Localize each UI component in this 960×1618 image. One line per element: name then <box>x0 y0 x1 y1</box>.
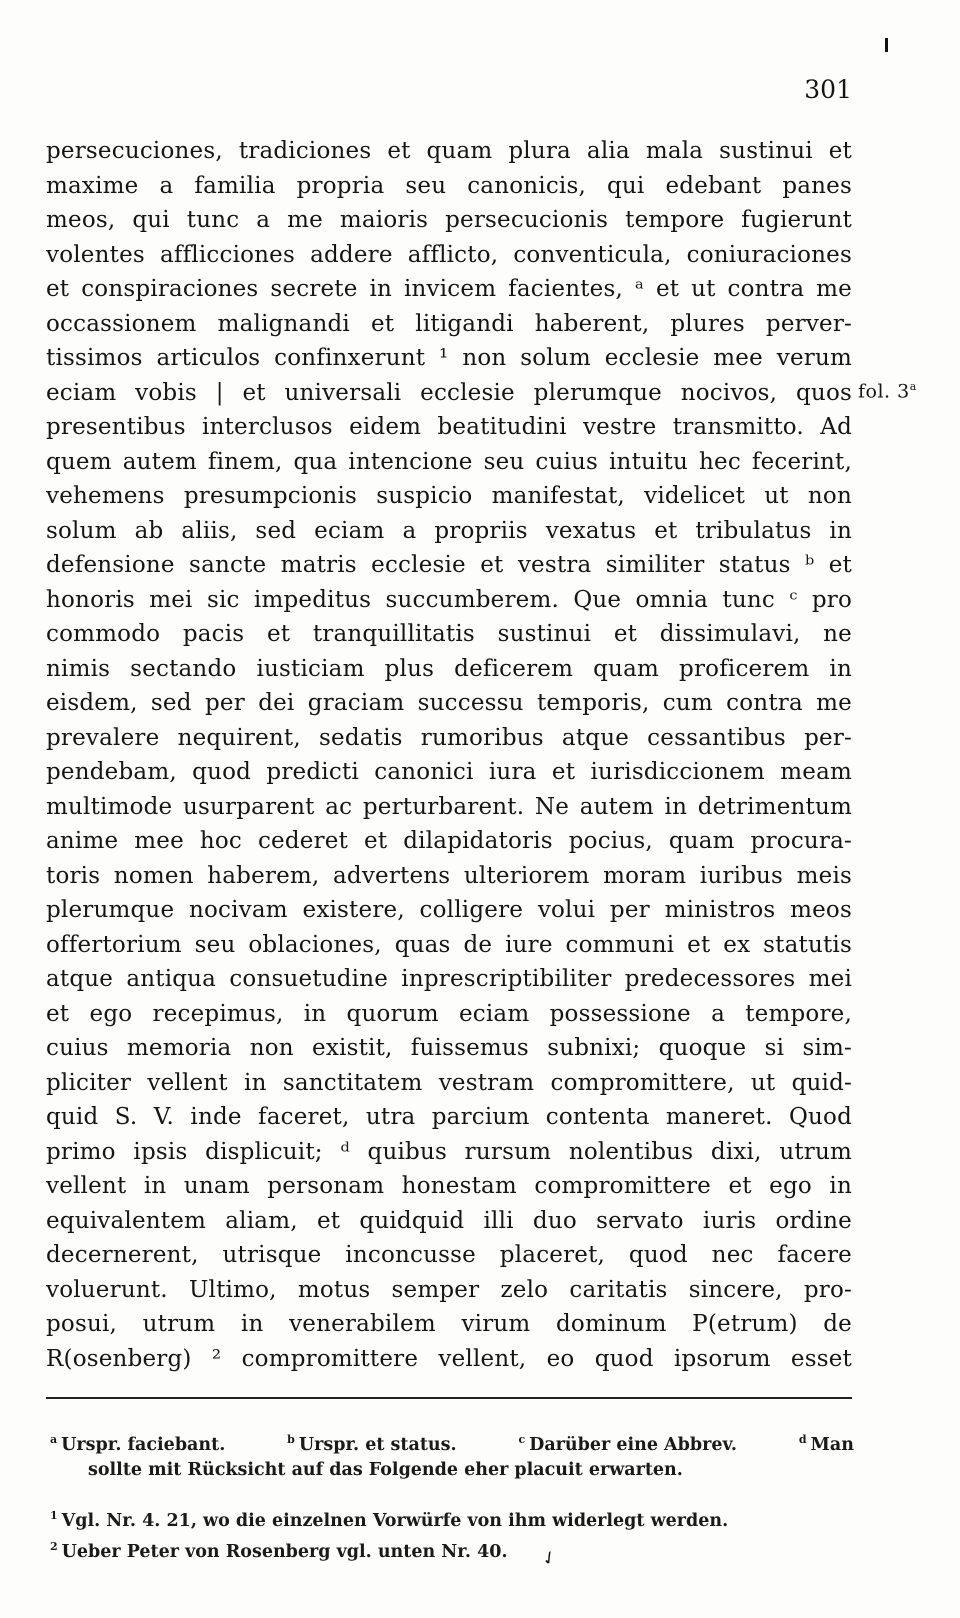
textual-note-text: Urspr. faciebant. <box>61 1434 226 1455</box>
text-line: decernerent, utrisque inconcusse placeret, quod nec facere <box>46 1242 852 1268</box>
textual-note-mark: b <box>287 1433 295 1446</box>
textual-note-mark: d <box>798 1433 807 1446</box>
text-line: anime mee hoc cederet et dilapidatoris pocius, quam procura- <box>46 828 852 854</box>
text-line: quem autem finem, qua intencione seu cuius intuitu hec fecerint, <box>46 448 852 475</box>
text-line: pendebam, quod predicti canonici iura et iurisdiccionem meam <box>46 759 852 785</box>
footnote <box>50 1500 856 1531</box>
text-line: toris nomen haberem, advertens ulteriorem moram iuribus meis <box>46 862 852 889</box>
text-line: persecuciones, tradiciones et quam plura alia mala sustinui et <box>46 138 852 164</box>
text-line: quid S. V. inde faceret, utra parcium contenta maneret. Quod <box>46 1104 852 1130</box>
text-line: offertorium seu oblaciones, quas de iure communi et ex statutis <box>46 931 852 958</box>
textual-note <box>518 1424 736 1455</box>
text-line: nimis sectando iusticiam plus deficerem quam proficerem in <box>46 655 852 682</box>
textual-note <box>799 1424 854 1455</box>
text-line: eisdem, sed per dei graciam successu temporis, cum contra me <box>46 690 852 716</box>
text-line: voluerunt. Ultimo, motus semper zelo caritatis sincere, pro- <box>46 1276 852 1303</box>
textual-note <box>287 1424 456 1455</box>
textual-note-continuation: sollte mit Rücksicht auf das Folgende eher placuit erwarten. <box>88 1460 683 1480</box>
textual-notes-row <box>50 1424 856 1455</box>
folio-label: fol. 3 <box>858 380 910 403</box>
footnote-mark: 1 <box>50 1509 58 1522</box>
margin-mark <box>885 38 888 52</box>
footnote-text: Ueber Peter von Rosenberg vgl. unten Nr. 40. <box>61 1541 508 1562</box>
footnote-text: Vgl. Nr. 4. 21, wo die einzelnen Vorwürfe von ihm widerlegt werden. <box>61 1510 729 1531</box>
text-line: honoris mei sic impeditus succumberem. Que omnia tunc ᶜ pro <box>46 586 852 613</box>
main-text-block <box>46 134 852 1376</box>
textual-note-mark: a <box>50 1433 58 1446</box>
footnote-separator <box>46 1397 852 1399</box>
text-line: solum ab aliis, sed eciam a propriis vexatus et tribulatus in <box>46 517 852 544</box>
text-line: presentibus interclusos eidem beatitudini vestre transmitto. Ad <box>46 414 852 440</box>
text-line: prevalere nequirent, sedatis rumoribus atque cessantibus per- <box>46 724 852 751</box>
textual-note-text: Man <box>810 1434 854 1455</box>
text-line: et ego recepimus, in quorum eciam possessione a tempore, <box>46 1000 852 1027</box>
text-line: posui, utrum in venerabilem virum dominum P(etrum) de <box>46 1311 852 1337</box>
text-line: multimode usurparent ac perturbarent. Ne autem in detrimentum <box>46 793 852 820</box>
ink-mark: ✓ <box>537 1545 562 1572</box>
text-line: R(osenberg) ² compromittere vellent, eo quod ipsorum esset <box>46 1345 852 1372</box>
textual-note <box>50 1424 225 1455</box>
textual-note-text: Urspr. et status. <box>298 1434 457 1455</box>
text-line: cuius memoria non existit, fuissemus subnixi; quoque si sim- <box>46 1035 852 1061</box>
text-line: plerumque nocivam existere, colligere volui per ministros meos <box>46 897 852 923</box>
footnote-mark: 2 <box>50 1540 58 1553</box>
text-line: eciam vobis | et universali ecclesie plerumque nocivos, quos <box>46 379 852 406</box>
text-line: vehemens presumpcionis suspicio manifestat, videlicet ut non <box>46 483 852 509</box>
notes-section <box>50 1424 856 1562</box>
footnotes-block <box>50 1500 856 1562</box>
text-line: et conspiraciones secrete in invicem facientes, ᵃ et ut contra me <box>46 276 852 302</box>
page-number: 301 <box>804 75 852 104</box>
text-line: maxime a familia propria seu canonicis, qui edebant panes <box>46 172 852 199</box>
text-line: equivalentem aliam, et quidquid illi duo servato iuris ordine <box>46 1207 852 1234</box>
text-line: commodo pacis et tranquillitatis sustinui et dissimulavi, ne <box>46 621 852 647</box>
textual-note-text: Darüber eine Abbrev. <box>529 1434 737 1455</box>
text-line: vellent in unam personam honestam compromittere et ego in <box>46 1173 852 1199</box>
text-line: atque antiqua consuetudine inprescriptibiliter predecessores mei <box>46 966 852 992</box>
text-line: meos, qui tunc a me maioris persecucionis tempore fugierunt <box>46 207 852 233</box>
text-line: defensione sancte matris ecclesie et vestra similiter status ᵇ et <box>46 552 852 578</box>
textual-note-mark: c <box>518 1433 526 1446</box>
folio-superscript: a <box>909 380 917 393</box>
text-line: occassionem malignandi et litigandi haberent, plures perver- <box>46 310 852 337</box>
text-line: tissimos articulos confinxerunt ¹ non solum ecclesie mee verum <box>46 345 852 371</box>
text-line: pliciter vellent in sanctitatem vestram compromittere, ut quid- <box>46 1069 852 1096</box>
footnote <box>50 1531 856 1562</box>
text-line: primo ipsis displicuit; ᵈ quibus rursum nolentibus dixi, utrum <box>46 1138 852 1165</box>
folio-margin-note <box>858 380 917 402</box>
text-line: volentes afflicciones addere afflicto, conventicula, coniuraciones <box>46 241 852 268</box>
